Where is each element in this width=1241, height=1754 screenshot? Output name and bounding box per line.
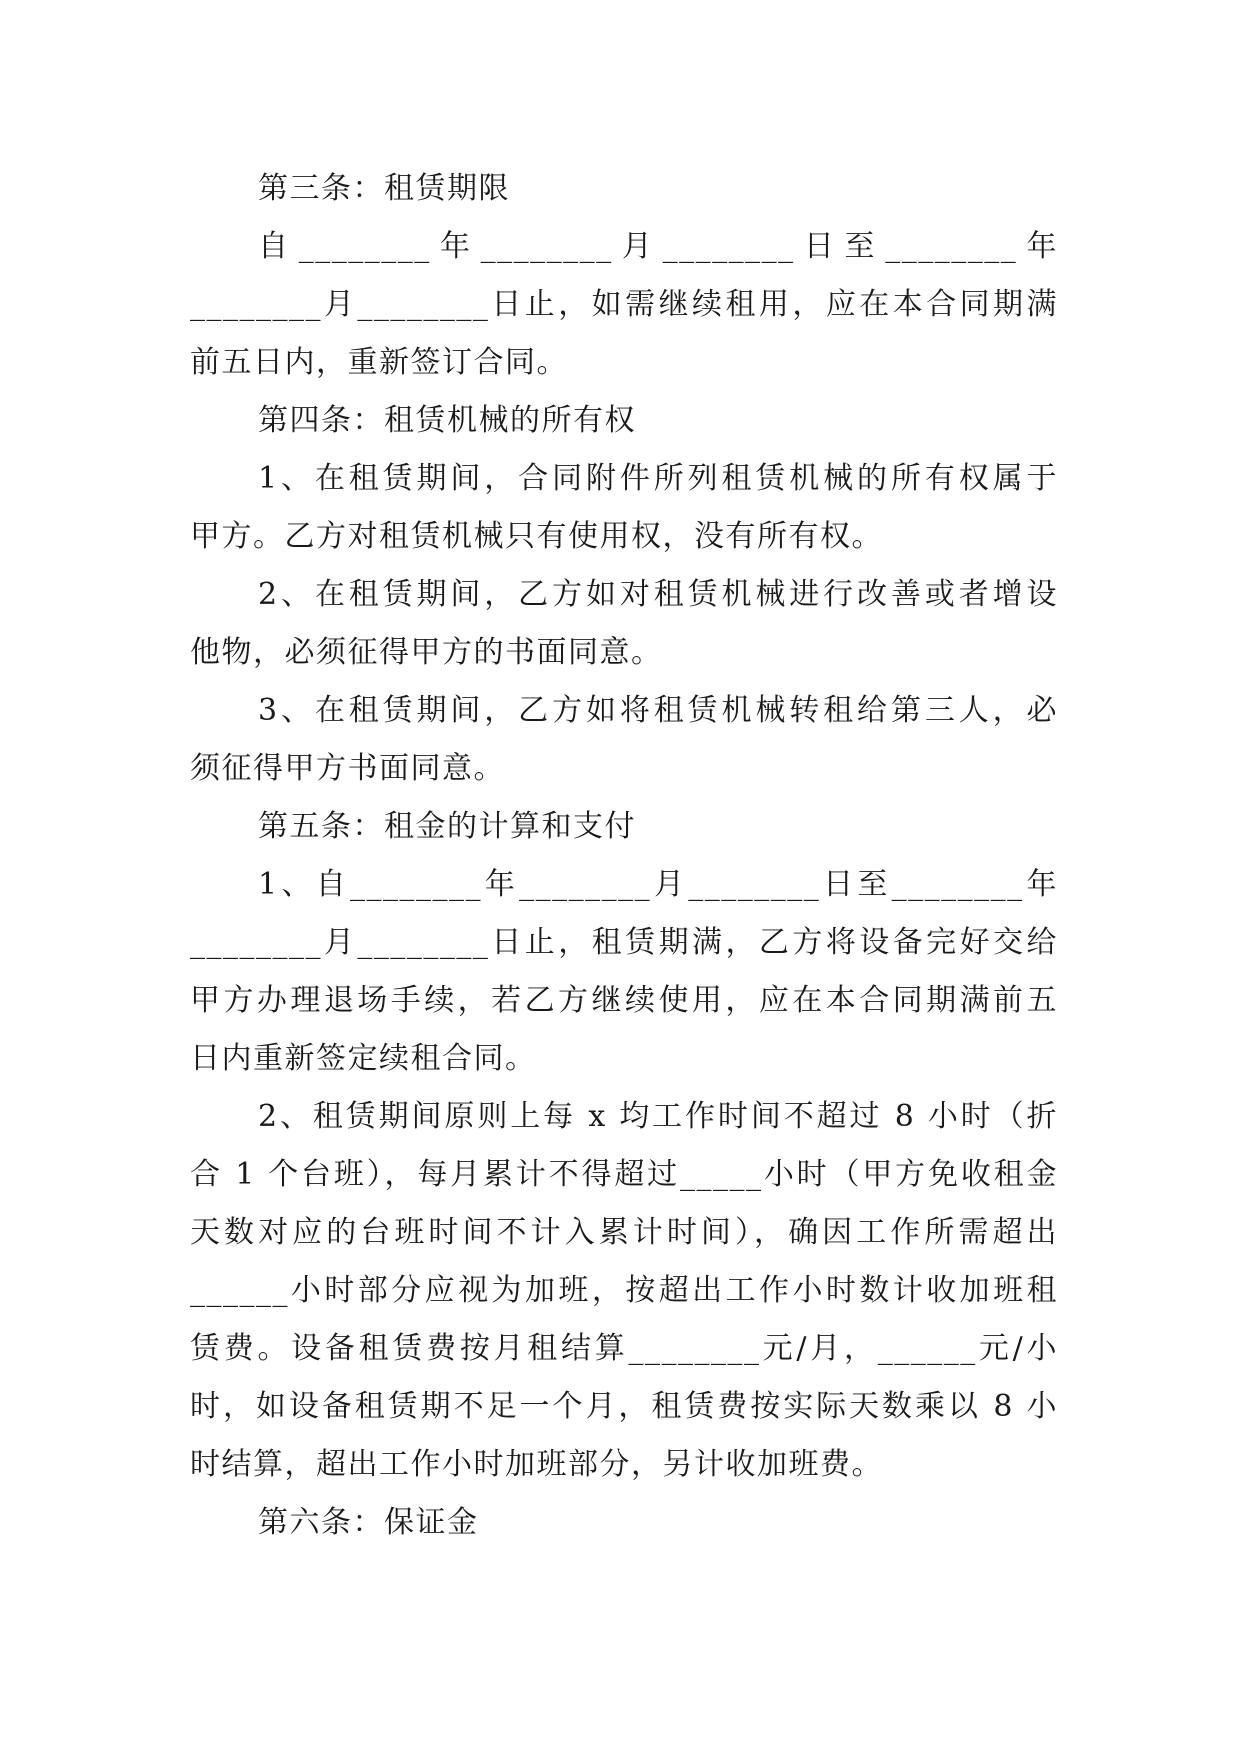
article-5-item-1-line-4: 日内重新签定续租合同。 <box>190 1041 537 1076</box>
article-5-item-1-line-2: ________月________日止，租赁期满，乙方将设备完好交给 <box>190 925 1058 960</box>
article-5-item-2-line-4: ______小时部分应视为加班，按超出工作小时数计收加班租 <box>190 1273 1058 1308</box>
article-5-item-1-line-3: 甲方办理退场手续，若乙方继续使用，应在本合同期满前五 <box>190 983 1058 1018</box>
article-5-item-1-line-1: 1、自________年________月________日至________年 <box>258 867 1058 902</box>
article-3-line-3: 前五日内，重新签订合同。 <box>190 345 568 380</box>
article-4-item-2-line-1: 2、在租赁期间，乙方如对租赁机械进行改善或者增设 <box>258 577 1058 612</box>
article-4-item-1-line-1: 1、在租赁期间，合同附件所列租赁机械的所有权属于 <box>258 461 1058 496</box>
article-5-item-2-line-3: 天数对应的台班时间不计入累计时间），确因工作所需超出 <box>190 1215 1058 1250</box>
article-5-item-2-line-5: 赁费。设备租赁费按月租结算________元/月，______元/小 <box>190 1331 1058 1366</box>
article-3-line-2: ________月________日止，如需继续租用，应在本合同期满 <box>190 287 1058 322</box>
article-4-heading: 第四条：租赁机械的所有权 <box>258 403 636 438</box>
article-3-heading: 第三条：租赁期限 <box>258 171 510 206</box>
article-4-item-1-line-2: 甲方。乙方对租赁机械只有使用权，没有所有权。 <box>190 519 883 554</box>
article-5-item-2-line-2: 合 1 个台班），每月累计不得超过_____小时（甲方免收租金 <box>190 1157 1058 1192</box>
article-4-item-2-line-2: 他物，必须征得甲方的书面同意。 <box>190 635 663 670</box>
article-5-heading: 第五条：租金的计算和支付 <box>258 809 636 844</box>
article-4-item-3-line-2: 须征得甲方书面同意。 <box>190 751 505 786</box>
article-3-line-1: 自________年________月________日至________年 <box>258 229 1058 264</box>
document-body <box>190 160 1058 1552</box>
article-5-item-2-line-6: 时，如设备租赁期不足一个月，租赁费按实际天数乘以 8 小 <box>190 1389 1058 1424</box>
article-5-item-2-line-1: 2、租赁期间原则上每 x 均工作时间不超过 8 小时（折 <box>258 1099 1058 1134</box>
article-5-item-2-line-7: 时结算，超出工作小时加班部分，另计收加班费。 <box>190 1447 883 1482</box>
article-6-heading: 第六条：保证金 <box>258 1505 479 1540</box>
article-4-item-3-line-1: 3、在租赁期间，乙方如将租赁机械转租给第三人，必 <box>258 693 1058 728</box>
